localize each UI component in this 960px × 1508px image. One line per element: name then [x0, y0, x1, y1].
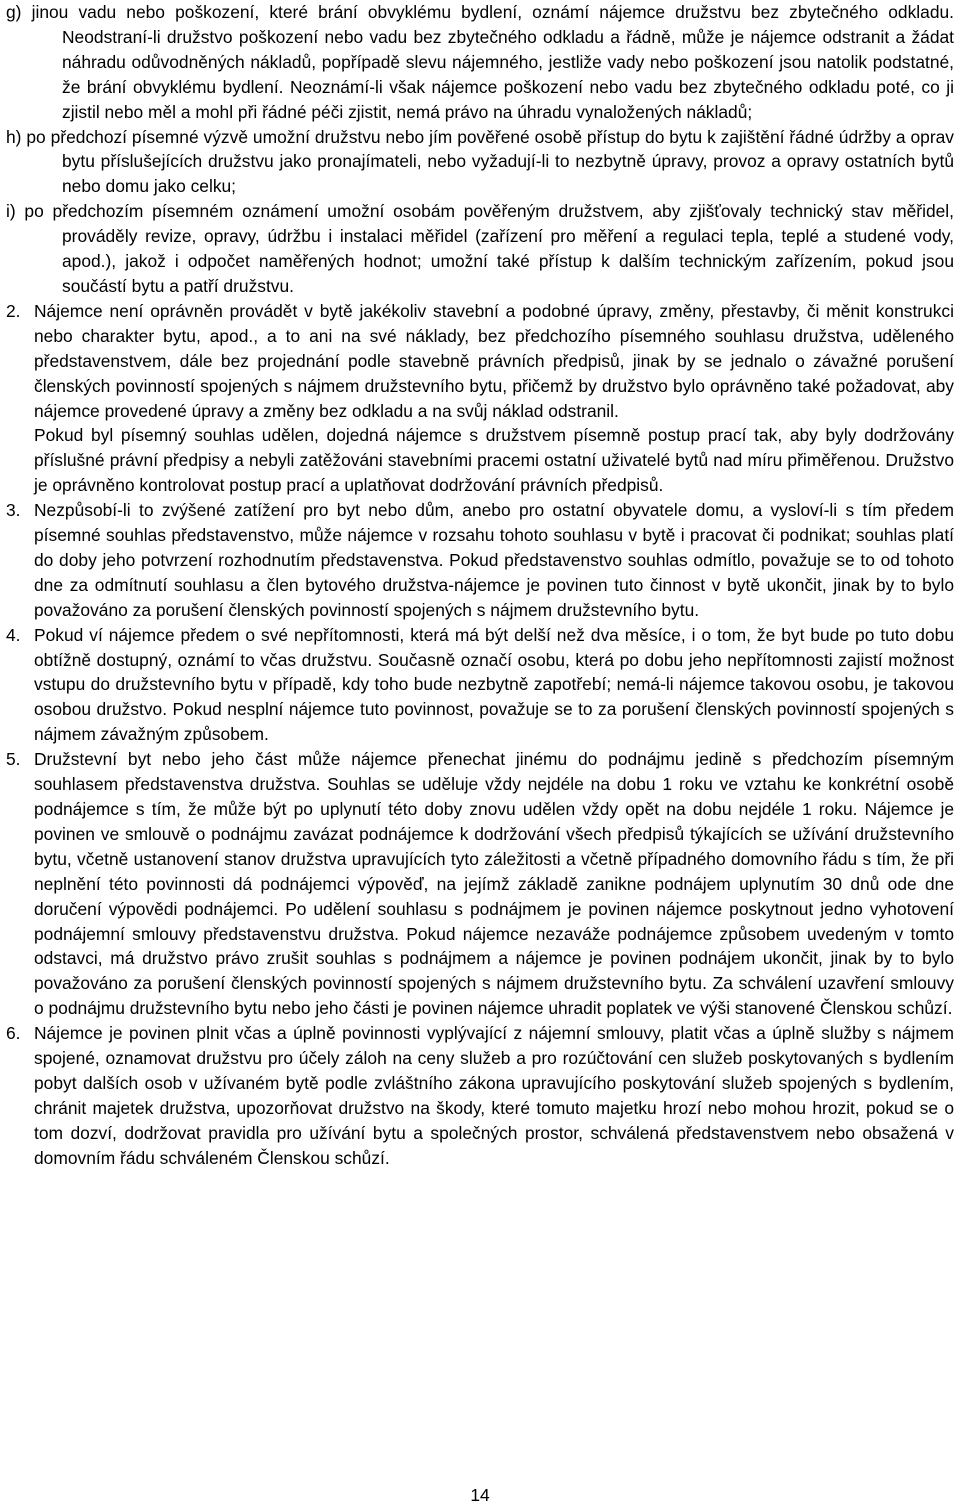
section-number: 4.: [6, 624, 21, 645]
section-3: [6, 498, 954, 623]
section-6: [6, 1021, 954, 1170]
clause-h: h) po předchozí písemné výzvě umožní družstvu nebo jím pověřené osobě přístup do bytu k zajištění řádné údržby a oprav bytu příslušejících družstvu jako pronajímateli, nebo vyžadují-li to nezbytně úpravy, provoz a opravy ostatních bytů nebo domu jako celku;: [6, 126, 954, 197]
clause-i: i) po předchozím písemném oznámení umožní osobám pověřeným družstvem, aby zjišťovaly technický stav měřidel, prováděly revize, opravy, údržbu i instalaci měřidel (zařízení pro měření a regulaci tepla, teplé a studené vody, apod.), jakož i odpočet naměřených hodnot; umožní také přístup k dalším technickým zařízením, pokud jsou součástí bytu a patří družstvu.: [6, 201, 954, 296]
section-number: 5.: [6, 749, 21, 770]
section-number: 2.: [6, 300, 21, 321]
section-paragraph: Družstevní byt nebo jeho část může nájemce přenechat jinému do podnájmu jedině s předchozím písemným souhlasem představenstva družstva. Souhlas se uděluje vždy nejdéle na dobu 1 roku ve vztahu ke konkrétní osobě podnájemce s tím, že může být po uplynutí této doby znovu udělen vždy opět na dobu nejdéle 1 roku. Nájemce je povinen ve smlouvě o podnájmu zavázat podnájemce k dodržování všech předpisů týkajících se užívání družstevního bytu, včetně ustanovení stanov družstva upravujících tyto záležitosti a včetně případného domovního řádu s tím, že při neplnění této povinnosti dá podnájemci výpověď, na jejímž základě zanikne podnájem uplynutím 30 dnů ode dne doručení výpovědi podnájemci. Po udělení souhlasu s podnájmem je povinen nájemce poskytnout jedno vyhotovení podnájemní smlouvy představenstvu družstva. Pokud nájemce nezaváže podnájemce způsobem uvedeným v tomto odstavci, má družstvo právo zrušit souhlas s podnájmem a nájemce je povinen podnájem ukončit, jinak by to bylo považováno za porušení členských povinností spojených s nájmem družstevního bytu. Za schválení uzavření smlouvy o podnájmu družstevního bytu nebo jeho části je povinen nájemce uhradit poplatek ve výši stanovené Členskou schůzí.: [34, 749, 954, 1019]
clause-g: g) jinou vadu nebo poškození, které brání obvyklému bydlení, oznámí nájemce družstvu bez zbytečného odkladu. Neodstraní-li družstvo poškození nebo vadu bez zbytečného odkladu a řádně, může je nájemce odstranit a žádat náhradu odůvodněných nákladů, popřípadě slevu nájemného, jestliže vady nebo poškození jsou natolik podstatné, že brání obvyklému bydlení. Neoznámí-li však nájemce poškození nebo vadu bez zbytečného odkladu poté, co ji zjistil nebo měl a mohl při řádné péči zjistit, nemá právo na úhradu vynaložených nákladů;: [6, 2, 954, 122]
section-number: 3.: [6, 500, 21, 521]
section-5: [6, 747, 954, 1021]
section-number: 6.: [6, 1023, 21, 1044]
document-body: [6, 0, 954, 1171]
section-2: [6, 299, 954, 498]
section-paragraph: Pokud ví nájemce předem o své nepřítomnosti, která má být delší než dva měsíce, i o tom, že byt bude po tuto dobu obtížně dostupný, oznámí to včas družstvu. Současně označí osobu, která po dobu jeho nepřítomnosti zajistí možnost vstupu do družstevního bytu v případě, kdy toho bude nezbytně zapotřebí; nemá-li nájemce takovou osobu, je takovou osobou družstvo. Pokud nesplní nájemce tuto povinnost, považuje se to za porušení členských povinností spojených s nájmem závažným způsobem.: [34, 624, 954, 745]
page-number: 14: [470, 1485, 490, 1505]
section-paragraph: Nájemce není oprávněn provádět v bytě jakékoliv stavební a podobné úpravy, změny, přestavby, či měnit konstrukci nebo charakter bytu, apod., a to ani na své náklady, bez předchozího písemného souhlasu družstva, uděleného představenstvem, dále bez projednání podle stavebně právních předpisů, jinak by se jednalo o závažné porušení členských povinností spojených s nájmem družstevního bytu, přičemž by družstvo bylo oprávněno také požadovat, aby nájemce provedené úpravy a změny bez odkladu a na svůj náklad odstranil.: [34, 300, 954, 421]
section-4: [6, 623, 954, 748]
section-paragraph: Nájemce je povinen plnit včas a úplně povinnosti vyplývající z nájemní smlouvy, platit včas a úplně služby s nájmem spojené, oznamovat družstvu pro účely záloh na ceny služeb a pro rozúčtování cen služeb poskytovaných s bydlením pobyt dalších osob v užívaném bytě podle zvláštního zákona upravujícího poskytování služeb spojených s bydlením, chránit majetek družstva, upozorňovat družstvo na škody, které tomuto majetku hrozí nebo mohou hrozit, pokud se o tom dozví, dodržovat pravidla pro užívání bytu a společných prostor, schválená představenstvem nebo obsažená v domovním řádu schváleném Členskou schůzí.: [34, 1023, 954, 1168]
section-paragraph: Nezpůsobí-li to zvýšené zatížení pro byt nebo dům, anebo pro ostatní obyvatele domu, a vysloví-li s tím předem písemné souhlas představenstvo, může nájemce v rozsahu tohoto souhlasu v bytě i pracovat či podnikat; souhlas platí do doby jeho potvrzení rozhodnutím představenstva. Pokud představenstvo souhlas odmítlo, považuje se to od tohoto dne za odmítnutí souhlasu a člen bytového družstva-nájemce je povinen tuto činnost v bytě ukončit, jinak by to bylo považováno za porušení členských povinností spojených s nájmem družstevního bytu.: [34, 500, 954, 620]
section-paragraph: Pokud byl písemný souhlas udělen, dojedná nájemce s družstvem písemně postup prací tak, aby byly dodržovány příslušné právní předpisy a nebyli zatěžováni stavebními pracemi ostatní uživatelé bytů nad míru přiměřenou. Družstvo je oprávněno kontrolovat postup prací a uplatňovat dodržování právních předpisů.: [34, 425, 954, 496]
